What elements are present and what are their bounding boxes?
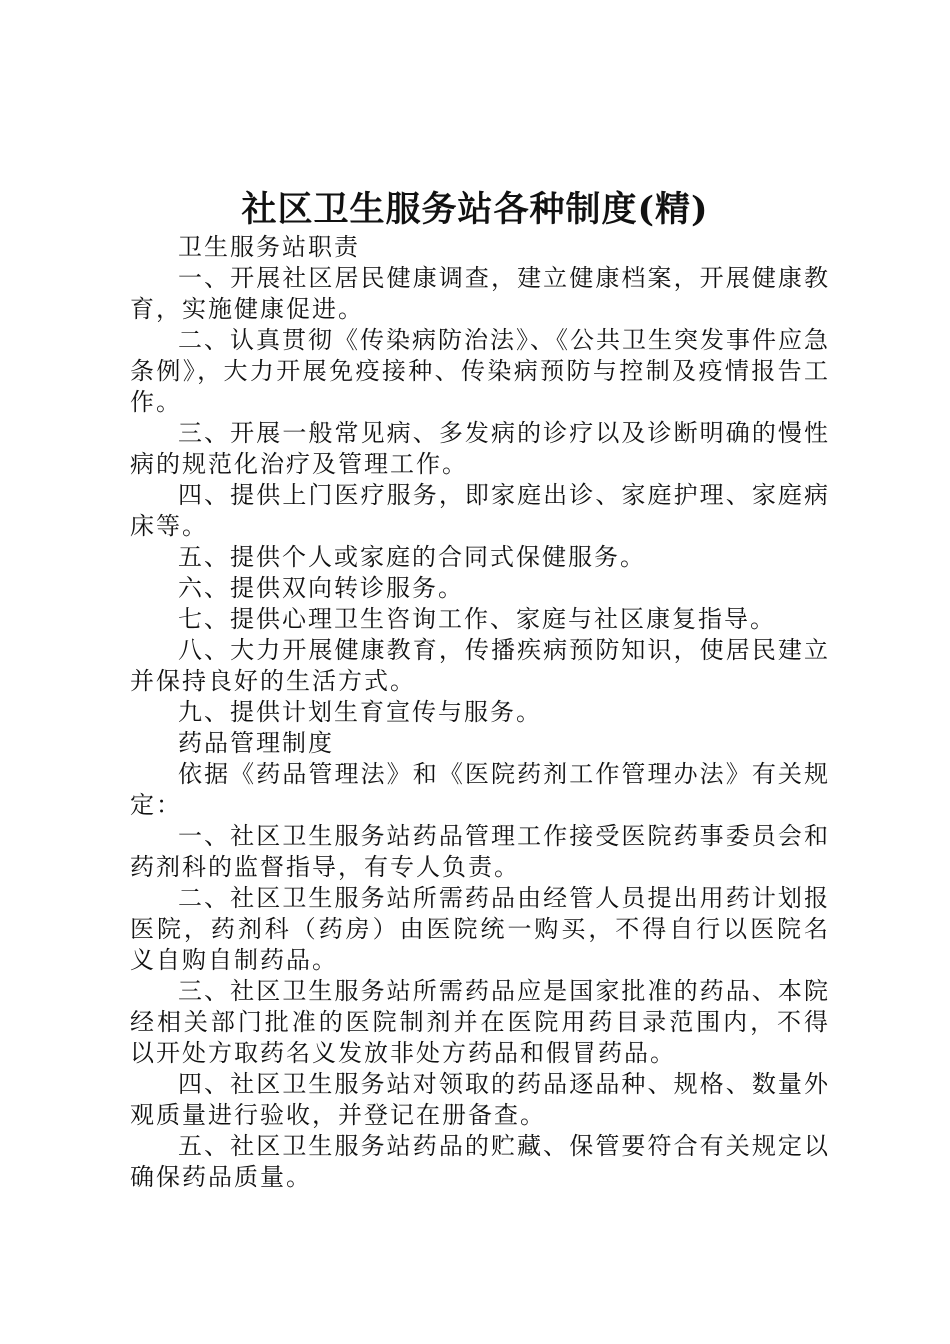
paragraph-heading-duties: 卫生服务站职责 [178, 233, 360, 261]
paragraph: 五、社区卫生服务站药品的贮藏、保管要符合有关规定以确保药品质量。 [130, 1132, 830, 1191]
paragraph: 四、提供上门医疗服务，即家庭出诊、家庭护理、家庭病床等。 [130, 481, 830, 540]
paragraph-heading-drug-management: 药品管理制度 [178, 729, 334, 757]
paragraph: 依据《药品管理法》和《医院药剂工作管理办法》有关规定： [130, 760, 830, 819]
paragraph: 六、提供双向转诊服务。 [178, 574, 464, 602]
paragraph: 二、社区卫生服务站所需药品由经管人员提出用药计划报医院，药剂科（药房）由医院统一购买，不得自行以医院名义自购自制药品。 [130, 884, 830, 974]
paragraph: 三、社区卫生服务站所需药品应是国家批准的药品、本院经相关部门批准的医院制剂并在医院用药目录范围内，不得以开处方取药名义发放非处方药品和假冒药品。 [130, 977, 830, 1067]
paragraph: 五、提供个人或家庭的合同式保健服务。 [178, 543, 646, 571]
paragraph: 八、大力开展健康教育，传播疾病预防知识，使居民建立并保持良好的生活方式。 [130, 636, 830, 695]
paragraph: 二、认真贯彻《传染病防治法》、《公共卫生突发事件应急条例》，大力开展免疫接种、传染病预防与控制及疫情报告工作。 [130, 326, 830, 416]
paragraph: 三、开展一般常见病、多发病的诊疗以及诊断明确的慢性病的规范化治疗及管理工作。 [130, 419, 830, 478]
paragraph: 一、开展社区居民健康调查，建立健康档案，开展健康教育，实施健康促进。 [130, 264, 830, 323]
paragraph: 一、社区卫生服务站药品管理工作接受医院药事委员会和药剂科的监督指导，有专人负责。 [130, 822, 830, 881]
document-body [130, 232, 830, 1193]
paragraph: 七、提供心理卫生咨询工作、家庭与社区康复指导。 [178, 605, 776, 633]
document-title: 社区卫生服务站各种制度(精) [241, 189, 709, 230]
paragraph: 九、提供计划生育宣传与服务。 [178, 698, 542, 726]
paragraph: 四、社区卫生服务站对领取的药品逐品种、规格、数量外观质量进行验收，并登记在册备查。 [130, 1070, 830, 1129]
